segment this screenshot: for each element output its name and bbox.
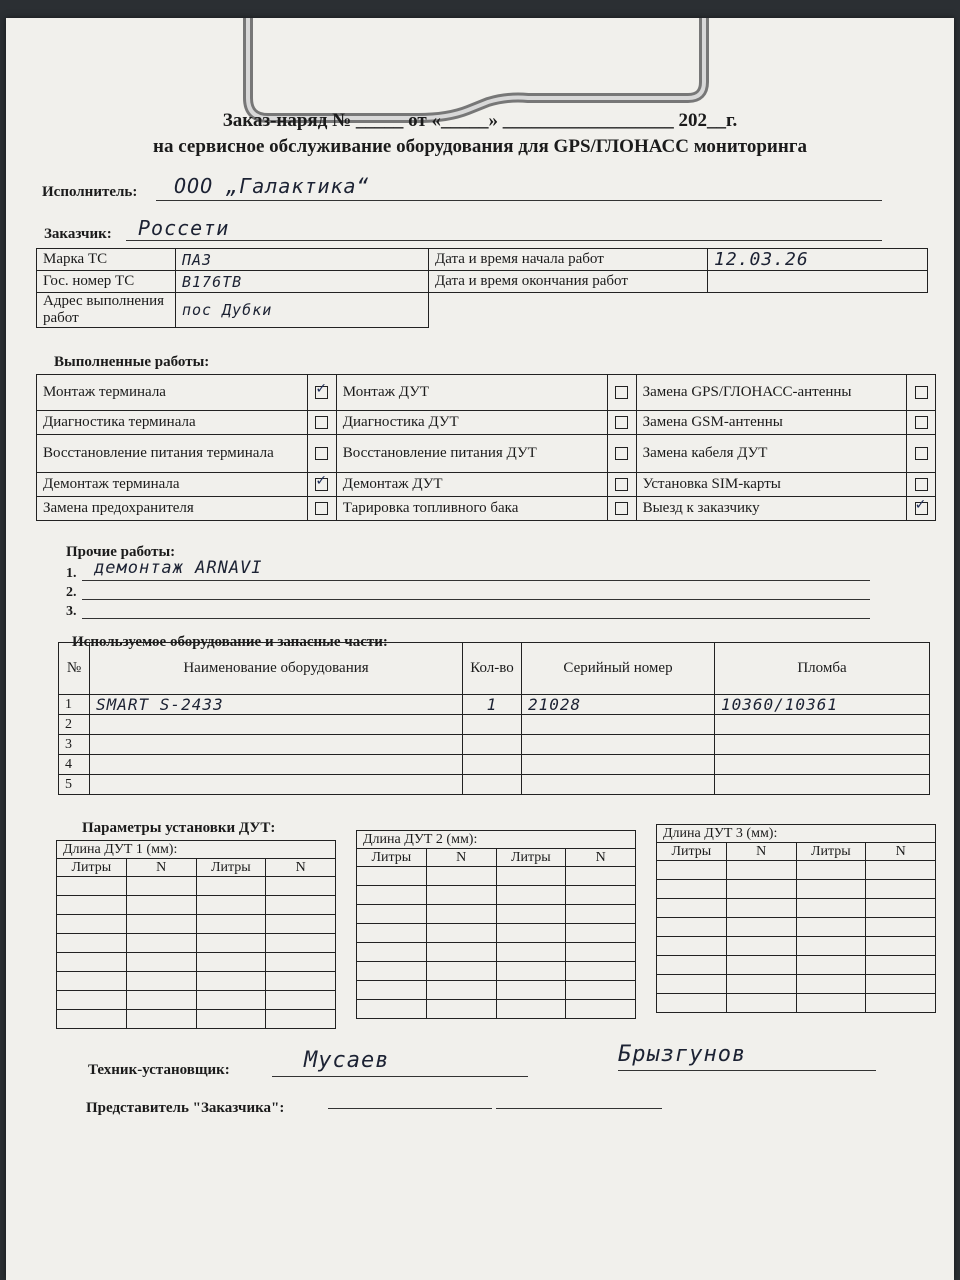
dut-cell (496, 905, 566, 924)
dut-cell (196, 877, 266, 896)
dut-row (57, 934, 336, 953)
dut-cell (357, 943, 427, 962)
work-item-cell (907, 435, 936, 473)
dut-cell (426, 981, 496, 1000)
dut-cell (796, 994, 866, 1013)
dut-row (357, 962, 636, 981)
dut-cell (266, 915, 336, 934)
dut-cell (866, 956, 936, 975)
equipment-qty-cell (463, 715, 522, 735)
dut-col-header: N (566, 849, 636, 867)
dut-cell (266, 972, 336, 991)
work-item-cell (307, 473, 336, 497)
dut-cell (266, 991, 336, 1010)
equipment-title: Используемое оборудование и запасные части: (72, 634, 388, 650)
dut-cell (726, 880, 796, 899)
other-work-line (82, 599, 870, 600)
dut-row (357, 905, 636, 924)
dut-row (657, 861, 936, 880)
dut-row (357, 867, 636, 886)
other-work-line (82, 580, 870, 581)
equipment-serial-cell (522, 735, 715, 755)
work-item-label: Замена предохранителя (37, 497, 308, 521)
dut-col-header: Литры (357, 849, 427, 867)
dut-cell (566, 1000, 636, 1019)
dut-cell (126, 877, 196, 896)
tech-signature-2: Брызгунов (618, 1042, 747, 1067)
equipment-qty-cell (463, 735, 522, 755)
dut-cell (426, 962, 496, 981)
dut-col-header: Литры (496, 849, 566, 867)
dut-cell (357, 867, 427, 886)
dut-cell (496, 924, 566, 943)
work-item-label: Восстановление питания ДУТ (336, 435, 607, 473)
tech-line-1 (272, 1076, 528, 1077)
work-item-cell (907, 473, 936, 497)
dut-cell (57, 972, 127, 991)
works-title: Выполненные работы: (54, 354, 210, 370)
plate-value: В176ТВ (176, 271, 429, 293)
work-item-cell (607, 497, 636, 521)
dut-cell (426, 886, 496, 905)
work-item-checkbox[interactable] (315, 447, 328, 460)
dut-cell (57, 953, 127, 972)
dut-table-3 (656, 824, 936, 1013)
equipment-table (58, 642, 930, 795)
dut-cell (796, 880, 866, 899)
dut-cell (266, 1010, 336, 1029)
dut-row (657, 994, 936, 1013)
works-row (37, 375, 936, 411)
work-item-checkbox[interactable] (915, 478, 928, 491)
dut-col-header: Литры (796, 843, 866, 861)
dut-cell (796, 937, 866, 956)
work-item-cell (907, 375, 936, 411)
dut-cell (657, 956, 727, 975)
dut-row (657, 937, 936, 956)
other-work-value: демонтаж ARNAVI (94, 558, 263, 578)
work-item-checkbox[interactable] (315, 386, 328, 399)
executor-line (156, 200, 882, 201)
col-serial-header: Серийный номер (522, 643, 715, 695)
dut-cell (266, 934, 336, 953)
brand-label: Марка ТС (37, 249, 176, 271)
dut-cell (796, 861, 866, 880)
dut-cell (357, 981, 427, 1000)
work-item-checkbox[interactable] (315, 478, 328, 491)
dut-row (357, 943, 636, 962)
rep-line-1 (328, 1108, 492, 1109)
work-item-cell (907, 497, 936, 521)
dut-cell (426, 943, 496, 962)
works-row (37, 411, 936, 435)
equipment-name-cell (90, 755, 463, 775)
dut-cell (726, 918, 796, 937)
dut-row (657, 975, 936, 994)
dut-row (357, 1000, 636, 1019)
customer-line (126, 240, 882, 241)
equipment-seal-cell (715, 775, 930, 795)
dut-row (357, 886, 636, 905)
equipment-num-cell: 4 (59, 755, 90, 775)
dut-col-header: N (126, 859, 196, 877)
start-time-value: 12.03.26 (708, 249, 928, 271)
work-item-label: Диагностика терминала (37, 411, 308, 435)
end-time-label: Дата и время окончания работ (429, 271, 708, 293)
dut-row (357, 981, 636, 1000)
dut-row (657, 918, 936, 937)
dut-cell (57, 991, 127, 1010)
work-item-checkbox[interactable] (915, 447, 928, 460)
dut-cell (726, 994, 796, 1013)
dut-cell (866, 975, 936, 994)
dut-row (57, 1010, 336, 1029)
equipment-num-cell: 5 (59, 775, 90, 795)
dut-row (57, 972, 336, 991)
dut-cell (426, 867, 496, 886)
dut-cell (496, 867, 566, 886)
other-work-number: 3. (66, 604, 77, 619)
dut-cell (866, 994, 936, 1013)
dut-cell (866, 899, 936, 918)
dut-row (57, 877, 336, 896)
work-item-cell (307, 497, 336, 521)
dut-cell (726, 975, 796, 994)
dut-row (357, 924, 636, 943)
work-item-label: Выезд к заказчику (636, 497, 907, 521)
dut-cell (657, 918, 727, 937)
tech-line-2 (618, 1070, 876, 1071)
work-item-cell (607, 435, 636, 473)
dut-cell (796, 975, 866, 994)
dut-row (57, 991, 336, 1010)
brand-value: ПАЗ (176, 249, 429, 271)
work-item-checkbox[interactable] (315, 416, 328, 429)
dut-cell (196, 953, 266, 972)
works-row (37, 473, 936, 497)
dut-cell (126, 934, 196, 953)
equipment-num-cell: 3 (59, 735, 90, 755)
work-item-label: Замена GSM-антенны (636, 411, 907, 435)
dut-cell (196, 934, 266, 953)
dut-table-title: Длина ДУТ 3 (мм): (657, 825, 936, 843)
col-num-header: № (59, 643, 90, 695)
other-work-number: 1. (66, 566, 77, 581)
work-item-checkbox[interactable] (315, 502, 328, 515)
dut-row (57, 915, 336, 934)
work-item-checkbox[interactable] (615, 416, 628, 429)
dut-col-header: N (426, 849, 496, 867)
equipment-qty-cell (463, 755, 522, 775)
dut-table-2 (356, 830, 636, 1019)
dut-cell (357, 886, 427, 905)
vehicle-info-table (36, 248, 928, 328)
work-item-checkbox[interactable] (615, 478, 628, 491)
work-item-label: Монтаж ДУТ (336, 375, 607, 411)
form-title: Заказ-наряд № _____ от «_____» __________________ 202__г. (222, 110, 738, 131)
dut-cell (796, 899, 866, 918)
equipment-name-cell (90, 735, 463, 755)
dut-cell (726, 937, 796, 956)
dut-cell (657, 880, 727, 899)
other-work-number: 2. (66, 585, 77, 600)
dut-table-title: Длина ДУТ 2 (мм): (357, 831, 636, 849)
col-name-header: Наименование оборудования (90, 643, 463, 695)
col-qty-header: Кол-во (463, 643, 522, 695)
plate-label: Гос. номер ТС (37, 271, 176, 293)
dut-cell (57, 877, 127, 896)
work-item-label: Восстановление питания терминала (37, 435, 308, 473)
dut-cell (496, 981, 566, 1000)
dut-cell (866, 880, 936, 899)
dut-cell (566, 924, 636, 943)
dut-col-header: N (266, 859, 336, 877)
equipment-name-cell (90, 775, 463, 795)
dut-cell (57, 1010, 127, 1029)
dut-cell (57, 915, 127, 934)
equipment-qty-cell: 1 (463, 695, 522, 715)
work-item-label: Тарировка топливного бака (336, 497, 607, 521)
dut-cell (357, 962, 427, 981)
work-item-cell (307, 375, 336, 411)
work-item-cell (607, 411, 636, 435)
dut-cell (57, 934, 127, 953)
dut-table-title: Длина ДУТ 1 (мм): (57, 841, 336, 859)
rep-line-2 (496, 1108, 662, 1109)
work-item-label: Монтаж терминала (37, 375, 308, 411)
works-row (37, 435, 936, 473)
dut-cell (126, 1010, 196, 1029)
work-item-checkbox[interactable] (615, 502, 628, 515)
works-table (36, 374, 936, 521)
work-item-checkbox[interactable] (615, 386, 628, 399)
dut-cell (196, 1010, 266, 1029)
address-value: пос Дубки (176, 293, 429, 328)
dut-row (57, 953, 336, 972)
dut-cell (657, 975, 727, 994)
dut-cell (357, 924, 427, 943)
dut-params-title: Параметры установки ДУТ: (82, 820, 276, 836)
dut-cell (126, 896, 196, 915)
dut-cell (866, 918, 936, 937)
dut-cell (726, 956, 796, 975)
work-item-cell (907, 411, 936, 435)
other-work-line (82, 618, 870, 619)
form-subtitle: на сервисное обслуживание оборудования для GPS/ГЛОНАСС мониторинга (153, 136, 807, 157)
dut-cell (196, 915, 266, 934)
customer-value: Россети (138, 216, 230, 240)
dut-cell (657, 937, 727, 956)
executor-value: ООО „Галактика“ (174, 174, 370, 198)
dut-cell (566, 962, 636, 981)
table-row (59, 775, 930, 795)
dut-row (657, 880, 936, 899)
equipment-seal-cell (715, 755, 930, 775)
dut-cell (726, 899, 796, 918)
dut-cell (196, 972, 266, 991)
dut-cell (57, 896, 127, 915)
table-row (59, 715, 930, 735)
equipment-num-cell: 1 (59, 695, 90, 715)
dut-cell (566, 943, 636, 962)
empty-cell (429, 293, 928, 328)
equipment-serial-cell: 21028 (522, 695, 715, 715)
address-label: Адрес выполнения работ (37, 293, 176, 328)
dut-cell (266, 896, 336, 915)
dut-row (657, 956, 936, 975)
equipment-name-cell: SMART S-2433 (90, 695, 463, 715)
work-item-cell (307, 411, 336, 435)
equipment-serial-cell (522, 775, 715, 795)
dut-cell (566, 905, 636, 924)
work-item-cell (607, 473, 636, 497)
equipment-num-cell: 2 (59, 715, 90, 735)
dut-cell (266, 877, 336, 896)
dut-cell (496, 962, 566, 981)
dut-cell (566, 867, 636, 886)
dut-cell (126, 915, 196, 934)
table-row (59, 755, 930, 775)
dut-cell (357, 905, 427, 924)
equipment-seal-cell: 10360/10361 (715, 695, 930, 715)
dut-cell (266, 953, 336, 972)
customer-rep-label: Представитель "Заказчика": (86, 1100, 285, 1116)
dut-col-header: Литры (657, 843, 727, 861)
dut-cell (726, 861, 796, 880)
work-item-label: Установка SIM-карты (636, 473, 907, 497)
dut-cell (126, 972, 196, 991)
customer-label: Заказчик: (44, 226, 112, 242)
dut-cell (657, 861, 727, 880)
work-order-sheet (6, 18, 954, 1280)
dut-row (57, 896, 336, 915)
dut-cell (796, 918, 866, 937)
tech-signature-1: Мусаев (304, 1048, 390, 1073)
dut-cell (866, 861, 936, 880)
work-item-label: Демонтаж терминала (37, 473, 308, 497)
dut-cell (566, 981, 636, 1000)
dut-col-header: N (726, 843, 796, 861)
dut-cell (496, 886, 566, 905)
equipment-serial-cell (522, 715, 715, 735)
equipment-seal-cell (715, 735, 930, 755)
work-item-label: Замена кабеля ДУТ (636, 435, 907, 473)
dut-cell (426, 1000, 496, 1019)
work-item-label: Диагностика ДУТ (336, 411, 607, 435)
col-seal-header: Пломба (715, 643, 930, 695)
dut-cell (496, 943, 566, 962)
equipment-seal-cell (715, 715, 930, 735)
work-item-checkbox[interactable] (915, 502, 928, 515)
dut-cell (426, 905, 496, 924)
dut-col-header: Литры (57, 859, 127, 877)
start-time-label: Дата и время начала работ (429, 249, 708, 271)
work-item-checkbox[interactable] (615, 447, 628, 460)
tech-label: Техник-установщик: (88, 1062, 230, 1078)
dut-row (657, 899, 936, 918)
dut-table-1 (56, 840, 336, 1029)
equipment-serial-cell (522, 755, 715, 775)
work-item-checkbox[interactable] (915, 416, 928, 429)
dut-cell (126, 953, 196, 972)
other-works-title: Прочие работы: (66, 544, 176, 560)
dut-cell (196, 991, 266, 1010)
work-item-label: Замена GPS/ГЛОНАСС-антенны (636, 375, 907, 411)
dut-cell (866, 937, 936, 956)
dut-cell (426, 924, 496, 943)
work-item-cell (607, 375, 636, 411)
dut-cell (657, 899, 727, 918)
table-row (59, 735, 930, 755)
dut-col-header: N (866, 843, 936, 861)
work-item-label: Демонтаж ДУТ (336, 473, 607, 497)
dut-cell (357, 1000, 427, 1019)
dut-cell (196, 896, 266, 915)
dut-cell (566, 886, 636, 905)
dut-cell (657, 994, 727, 1013)
equipment-qty-cell (463, 775, 522, 795)
dut-col-header: Литры (196, 859, 266, 877)
work-item-cell (307, 435, 336, 473)
works-row (37, 497, 936, 521)
dut-cell (126, 991, 196, 1010)
equipment-name-cell (90, 715, 463, 735)
work-item-checkbox[interactable] (915, 386, 928, 399)
end-time-value (708, 271, 928, 293)
dut-cell (796, 956, 866, 975)
executor-label: Исполнитель: (42, 184, 138, 200)
table-row (59, 695, 930, 715)
dut-cell (496, 1000, 566, 1019)
